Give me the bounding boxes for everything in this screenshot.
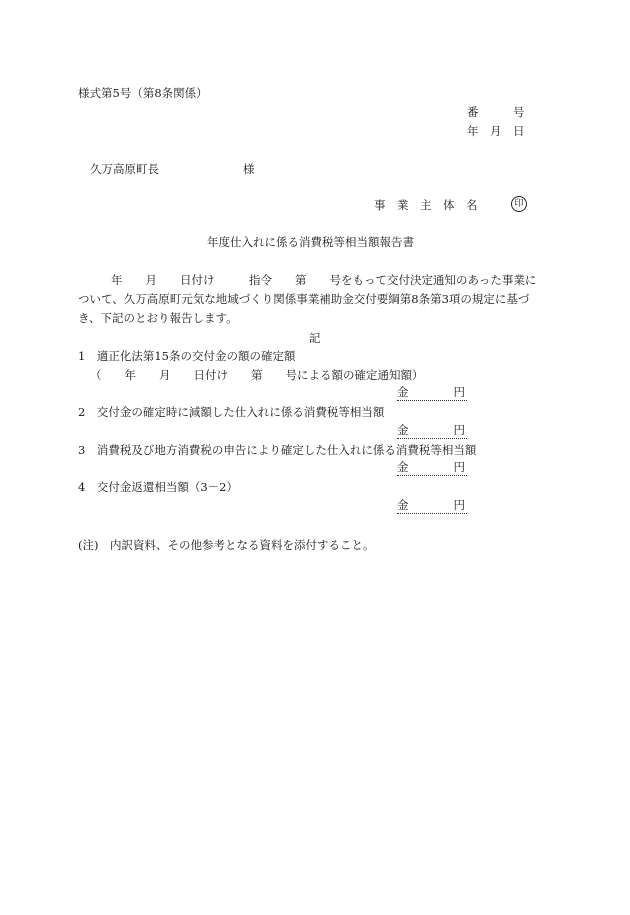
note-text: (注) 内訳資料、その他参考となる資料を添付すること。 — [78, 538, 375, 552]
item-1-subtext: （ 年 月 日付け 第 号による額の確定通知額） — [90, 368, 424, 382]
document-number-label: 番 号 — [467, 105, 525, 119]
amount-unit: 円 — [453, 385, 465, 399]
amount-label: 金 — [397, 460, 409, 474]
amount-unit: 円 — [453, 460, 465, 474]
amount-unit: 円 — [453, 498, 465, 512]
body-text-line-3: き、下記のとおり報告します。 — [78, 311, 238, 325]
amount-field-3 — [397, 460, 467, 476]
document-date-label: 年 月 日 — [467, 124, 525, 138]
body-text-line-2: ついて、久万高原町元気な地域づくり関係事業補助金交付要綱第8条第3項の規定に基づ — [78, 292, 530, 306]
addressee-name: 久万高原町長 — [90, 162, 159, 176]
amount-label: 金 — [397, 498, 409, 512]
body-text-line-1: 年 月 日付け 指令 第 号をもって交付決定通知のあった事業に — [111, 273, 537, 287]
form-number: 様式第5号（第8条関係） — [78, 86, 208, 100]
ki-heading: 記 — [309, 331, 321, 345]
addressee-honorific: 様 — [243, 162, 255, 176]
amount-label: 金 — [397, 423, 409, 437]
item-1: 1 適正化法第15条の交付金の額の確定額 — [78, 349, 296, 363]
amount-field-2 — [397, 423, 467, 439]
item-2: 2 交付金の確定時に減額した仕入れに係る消費税等相当額 — [78, 405, 385, 419]
item-4: 4 交付金返還相当額（3－2） — [78, 480, 238, 494]
amount-unit: 円 — [453, 423, 465, 437]
seal-icon: 印 — [511, 196, 527, 212]
amount-field-1 — [397, 385, 467, 401]
amount-field-4 — [397, 498, 467, 514]
document-title: 年度仕入れに係る消費税等相当額報告書 — [207, 235, 414, 249]
applicant-label: 事 業 主 体 名 — [374, 198, 478, 212]
item-3: 3 消費税及び地方消費税の申告により確定した仕入れに係る消費税等相当額 — [78, 443, 477, 457]
amount-label: 金 — [397, 385, 409, 399]
